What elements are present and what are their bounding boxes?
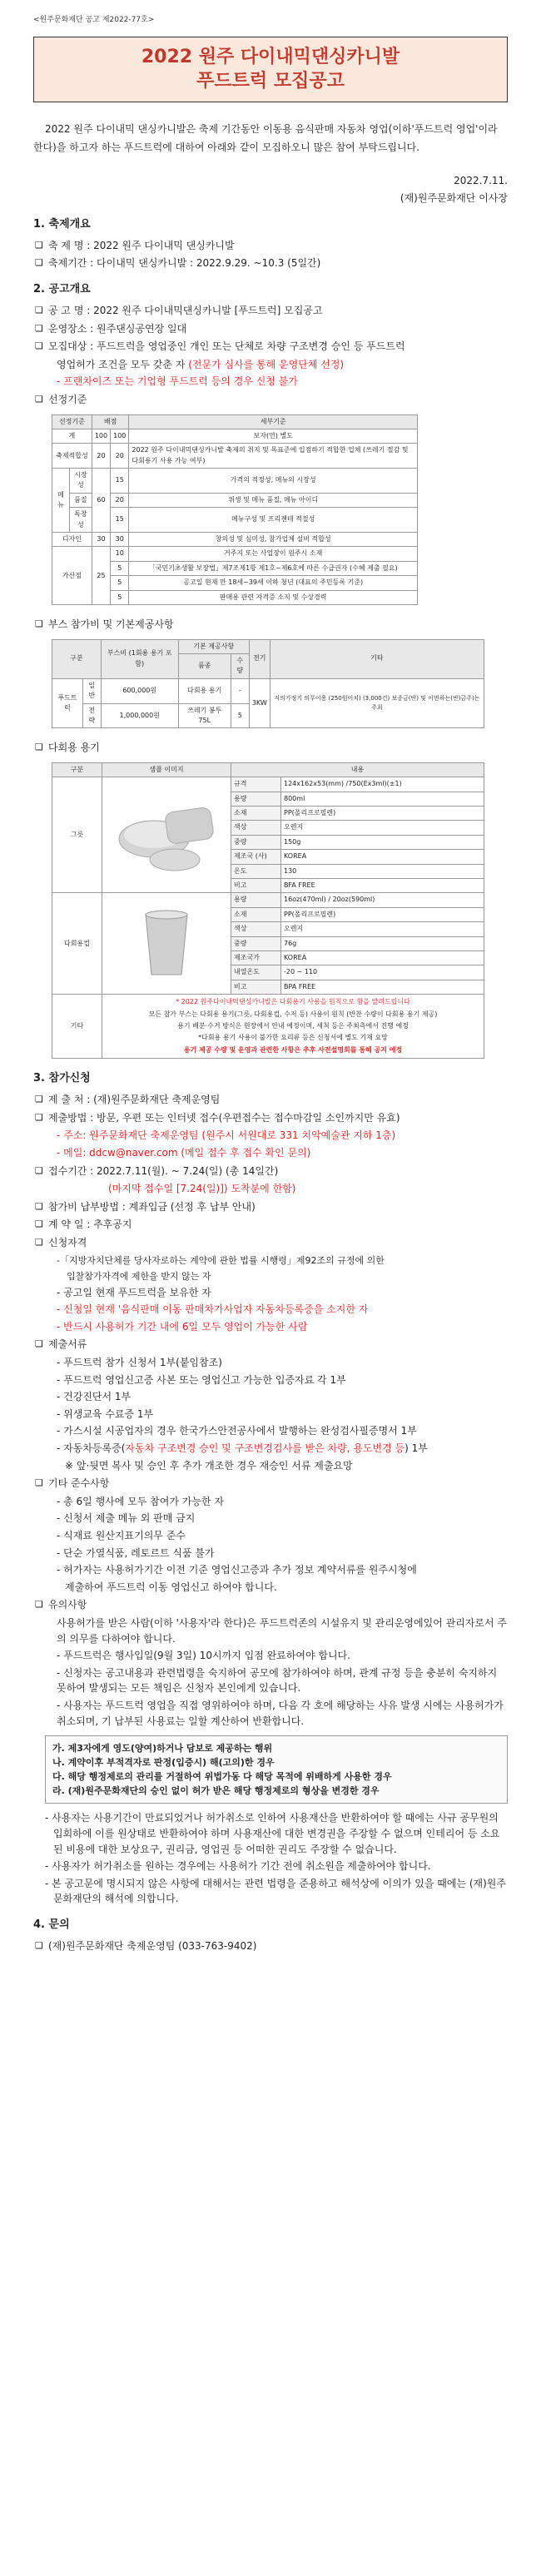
criteria-header: 선정기준 bbox=[52, 414, 92, 429]
festival-name: ❏ 축 제 명 : 2022 원주 다이내믹 댄싱카니발 bbox=[33, 238, 508, 254]
section-2-heading: 2. 공고개요 bbox=[33, 282, 91, 295]
table-row: 5 공고일 현재 만 18세~39세 이하 청년 (대표의 주민등록 기준) bbox=[52, 576, 418, 590]
table-row: 전략 1,000,000원 쓰레기 봉투 75L 5 bbox=[52, 703, 484, 728]
title-line2: 푸드트럭 모집공고 bbox=[196, 70, 345, 92]
section-1-heading: 1. 축제개요 bbox=[33, 217, 91, 231]
venue: ❏ 운영장소 : 원주댄싱공연장 일대 bbox=[33, 321, 508, 337]
period: ❏ 접수기간 : 2022.7.11(월). ~ 7.24(일) (총 14일간) bbox=[33, 1164, 508, 1179]
festival-period: ❏ 축제기간 : 다이내믹 댄싱카니발 : 2022.9.29. ~10.3 (5일간) bbox=[33, 256, 508, 271]
total-label: 계 bbox=[52, 429, 92, 443]
table-row: 축제적합성 20 20 2022 원주 다이내믹댄싱카니발 축제의 취지 및 목표준에 입점하기 적합한 업체 (쓰레기 절감 및 다회용기 사용 가능 여부) bbox=[52, 444, 418, 469]
target-exclusion: - 프랜차이즈 또는 기업형 푸드트럭 등의 경우 신청 불가 bbox=[57, 375, 298, 388]
section-3-heading: 3. 참가신청 bbox=[33, 1072, 91, 1085]
table-row: 메뉴 시장성 60 15 가격의 적정성, 메뉴의 시장성 bbox=[52, 469, 418, 494]
notice-date: 2022.7.11. bbox=[454, 175, 508, 187]
table-row: 품질 20 위생 및 메뉴 품질, 메뉴 아이디 bbox=[52, 493, 418, 507]
cups-table: 구분 샘플 이미지 내용 그릇 규격 124x162x53(mm) /750(Ex3ml)(±1) 용량 800ml 소재 PP(폴리프로필렌) 색상 오렌지 중량 150g 제조국 (사) KOREA 온도 130 비고 BFA FREE 다회용컵 용량 16oz(470ml) / 20oz(590ml) 소재 PP(폴리프로필렌) 색상 오렌지 중량 76g 제조국가 KOREA 내열온도 -20 ~ 110 비고 BPA FREE 기타 * 2022 원주다이내믹댄싱카니발은 다회용기 사용을 원칙으로 함을 알려드립니다 모든 참가 부스는 다회용 용기(그릇, 다회용컵, 수저 등) 사용이 원칙 (반찬 수량이 다회용 용기 제공) 용기 배분·수거 방식은 현장에서 안내 예정이며, 세척 등은 주최측에서 진행 예정 *다회용 용기 사용이 불가한 요리류 등은 신청서에 별도 기재 요망 용기 제공 수량 및 운영과 관련한 사항은 추후 사전설명회를 통해 공지 예정 bbox=[52, 762, 484, 1059]
points-header: 배점 bbox=[92, 414, 129, 429]
fee-table: 구분 부스비 (1회용 용기 포함) 기본 제공사항 전기 기타 품종 수량 푸드트럭 일반 600,000원 다회용 용기 - 3KW 저의가정기 의무이용 (250원어치) (3,000건) 보증금(반) 및 이면하는(반)금주)는 주최 전략 1,000,000원 쓰레기 봉투 75L 5 bbox=[52, 639, 484, 729]
table-row: 5 판매용 관련 자격증 소지 및 수상경력 bbox=[52, 590, 418, 604]
contact: ❏ (재)원주문화재단 축제운영팀 (033-763-9402) bbox=[33, 1938, 508, 1954]
fee-label: ❏ 부스 참가비 및 기본제공사항 bbox=[33, 617, 508, 633]
section-4-heading: 4. 문의 bbox=[33, 1918, 70, 1931]
bowl-image bbox=[102, 777, 231, 893]
target: ❏ 모집대상 : 푸드트럭을 영업중인 개인 또는 단체로 차량 구조변경 승인 등 푸드트럭 bbox=[33, 339, 508, 355]
notice-page: <원주문화재단 공고 제2022-77호> 2022 원주 다이내믹댄싱카니발 푸드트럭 모집공고 2022 원주 다이내믹 댄싱카니발은 축제 기간동안 이동용 음식판매 자동차 영업(이하'푸드트럭 영업'이라 한다)을 하고자 하는 푸드트럭에 대하여 아래와 같이 모집하오니 많은 참여 부탁드립니다. 2022.7.11. (재)원주문화재단 이사장 1. 축제개요 ❏ 축 제 명 : 2022 원주 다이내믹 댄싱카니발 ❏ 축제기간 : 다이내믹 댄싱카니발 : 2022.9.29. ~10.3 (5일간) 2. 공고개요 ❏ 공 고 명 : 2022 원주 다이내믹댄싱카니발 [푸드트럭] 모집공고 ❏ 운영장소 : 원주댄싱공연장 일대 ❏ 모집대상 : 푸드트럭을 영업중인 개인 또는 단체로 차량 구조변경 승인 등 푸드트럭 영업허가 조건을 모두 갖춘 자 (전문가 심사를 통해 운영단체 선정) - 프랜차이즈 또는 기업형 푸드트럭 등의 경우 신청 불가 ❏ 선정기준 선정기준 배점 세부기준 계 100 100 보자(연) 별도 축제적합성 20 20 2022 원주 다이내믹댄싱카니발 축제의 취지 및 목표준에 입점하기 적합한 업체 (쓰레기 절감 및 다회용기 사용 가능 여부) 메뉴 시장성 60 15 가격의 적정성, 메뉴의 시장성 품질 20 위생 및 메뉴 품질, 메뉴 아이디 독창성 15 메뉴구성 및 프리젠테 적절성 디자인 30 30 창의성 및 심미성, 참가업체 설비 적합성 가산점 25 10 거주지 또는 사업장이 원주시 소재 5 「국민기초생활 보장법」제7조제1항 제1호~제6호에 따른 수급권자 (수혜 제출 필요) 5 공고일 현재 만 18세~39세 이하 청년 (대표의 주민등록 기준) 5 판매용 관련 자격증 소지 및 수상경력 ❏ 부스 참가비 및 기본제공사항 구분 부스비 (1회용 용기 포함) 기본 제공사항 전기 기타 품종 수량 푸드트럭 일반 600,000원 다회용 용기 - 3KW 저의가정기 의무이용 (250원어치) (3,000건) 보증금(반) 및 이면하는(반)금주)는 주최 전략 1,000,000원 쓰레기 봉투 75L 5 ❏ 다회용 용기 구분 샘플 이미지 내용 그릇 규격 124x162x53(mm) /750(Ex3ml)(±1) 용량 800ml 소재 PP(폴리프로필렌) 색상 오렌지 중량 150g 제조국 (사) KOREA 온도 130 비고 BFA FREE 다회용컵 용량 16oz(470ml) / 20oz(590ml) 소재 PP(폴리프로필렌) 색상 오렌지 중량 76g 제조국가 KOREA 내열온도 -20 ~ 110 비고 BPA FREE 기타 * 2022 원주다이내믹댄싱카니발은 다회용기 사용을 원칙으로 함을 알려드립니다 모든 참가 부스는 다회용 용기(그릇, 다회용컵, 수저 등) 사용이 원칙 (반찬 수량이 다회용 용기 제공) 용기 배분·수거 방식은 현장에서 안내 예정이며, 세척 등은 주최측에서 진행 예정 *다회용 용기 사용이 불가한 요리류 등은 신청서에 별도 기재 요망 용기 제공 수량 및 운영과 관련한 사항은 추후 사전설명회를 통해 공지 예정 3. 참가신청 ❏ 제 출 처 : (재)원주문화재단 축제운영팀 ❏ 제출방법 : 방문, 우편 또는 인터넷 접수(우편접수는 접수마감일 소인까지만 유효) - 주소: 원주문화재단 축제운영팀 (원주시 서원대로 331 치악예술관 지하 1층) - 메일: ddcw@naver.com (메일 접수 후 접수 확인 문의) ❏ 접수기간 : 2022.7.11(월). ~ 7.24(일) (총 14일간) (마지막 접수일 [7.24(일)]) 도착분에 한함) ❏ 참가비 납부방법 : 계좌입금 (선정 후 납부 안내) ❏ 계 약 일 : 추후공지 ❏ 신청자격 -「지방자치단체를 당사자로하는 계약에 관한 법률 시행령」제92조의 규정에 의한 입찰참가자격에 제한을 받지 않는 자 - 공고일 현재 푸드트럭을 보유한 자 - 신청일 현재 '음식판매 이동 판매차가사업자 자동차등록증을 소지한 자 - 반드시 사용허가 기간 내에 6일 모두 영업이 가능한 사람 ❏ 제출서류 - 푸드트럭 참가 신청서 1부(붙임참조) - 푸드트럭 영업신고증 사본 또는 영업신고 가능한 입증자료 각 1부 - 건강진단서 1부 - 위생교육 수료증 1부 - 가스시설 시공업자의 경우 한국가스안전공사에서 발행하는 완성검사필증명서 1부 - 자동차등록증(자동차 구조변경 승인 및 구조변경검사를 받은 차량, 용도변경 등) 1부 ※ 앞·뒷면 복사 및 승인 후 추가 개조한 경우 재승인 서류 제출요망 ❏ 기타 준수사항 - 총 6일 행사에 모두 참여가 가능한 자 - 신청서 제출 메뉴 외 판매 금지 - 식재료 원산지표기의무 준수 - 단순 가열식품, 레토르트 식품 불가 - 허가자는 사용허가기간 이전 기준 영업신고증과 추가 정보 계약서류를 원주시청에 제출하여 푸드트럭 이동 영업신고 하여야 합니다. ❏ 유의사항 사용허가를 받은 사람(이하 '사용자'라 한다)은 푸드트럭존의 시설유지 및 관리운영에있어 관리자로서 주의 의무를 다하여야 합니다. - 푸드트럭은 행사입일(9월 3일) 10시까지 입점 완료하여야 합니다. - 신청자는 공고내용과 관련법령을 숙지하여 공모에 참가하여야 하며, 관계 규정 등을 충분히 숙지하지 못하여 발생되는 모든 책임은 신청자 본인에게 있습니다. - 사용자는 푸드트럭 영업을 직접 영위하여야 하며, 다음 각 호에 해당하는 사유 발생 시에는 사용허가가 취소되며, 기 납부된 사용료는 일할 계산하여 반환합니다. 가. 제3자에게 영도(양여)하거나 담보로 제공하는 행위 나. 계약이후 부적격자로 판정(입증시) 해(고의)한 경우 다. 해당 행정제로의 관리를 거절하여 위법가동 다 해당 목적에 위배하게 사용한 경우 라. (재)원주문화재단의 승인 없이 허가 받은 해당 행정제로의 형상을 변경한 경우 - 사용자는 사용기간이 만료되었거나 허가취소로 인하여 사용재산을 반환하여야 할 때에는 사규 공무원의 입회하에 이를 원상태로 반환하여야 하며 사용재산에 대한 변경권을 주장할 수 없으며 인테리어 등 소요된 비용에 대한 보상요구, 권리금, 영업권 등 어떠한 권리도 주장할 수 없습니다. - 사용자가 허가취소를 원하는 경우에는 사용허가 기간 전에 취소원을 제출하여야 합니다. - 본 공고문에 명시되지 않은 사항에 대해서는 관련 법령을 준용하고 해석상에 이의가 있을 때에는 (재)원주문화재단의 해석에 의합니다. 4. 문의 ❏ (재)원주문화재단 축제운영팀 (033-763-9402) bbox=[0, 0, 541, 2576]
notice-name: ❏ 공 고 명 : 2022 원주 다이내믹댄싱카니발 [푸드트럭] 모집공고 bbox=[33, 303, 508, 319]
address: - 주소: 원주문화재단 축제운영팀 (원주시 서원대로 331 치악예술관 지하 1층) bbox=[57, 1129, 396, 1142]
intro-text: 2022 원주 다이내믹 댄싱카니발은 축제 기간동안 이동용 음식판매 자동차 영업(이하'푸드트럭 영업'이라 한다)을 하고자 하는 푸드트럭에 대하여 아래와 같이 모집하오니 많은 참여 부탁드립니다. bbox=[33, 123, 498, 153]
table-row: 푸드트럭 일반 600,000원 다회용 용기 - 3KW 저의가정기 의무이용 (250원어치) (3,000건) 보증금(반) 및 이면하는(반)금주)는 주최 bbox=[52, 678, 484, 703]
cup-image bbox=[102, 893, 231, 995]
table-row: 가산점 25 10 거주지 또는 사업장이 원주시 소재 bbox=[52, 547, 418, 561]
cancel-reasons-box: 가. 제3자에게 영도(양여)하거나 담보로 제공하는 행위 나. 계약이후 부적격자로 판정(입증시) 해(고의)한 경우 다. 해당 행정제로의 관리를 거절하여 위법가동 다 해당 목적에 위배하게 사용한 경우 라. (재)원주문화재단의 승인 없이 허가 받은 해당 행정제로의 형상을 변경한 경우 bbox=[45, 1735, 508, 1804]
criteria-label: ❏ 선정기준 bbox=[33, 392, 508, 408]
doc-number: <원주문화재단 공고 제2022-77호> bbox=[33, 16, 155, 24]
email: - 메일: ddcw@naver.com (메일 접수 후 접수 확인 문의) bbox=[57, 1147, 311, 1159]
criteria-table: 선정기준 배점 세부기준 계 100 100 보자(연) 별도 축제적합성 20 20 2022 원주 다이내믹댄싱카니발 축제의 취지 및 목표준에 입점하기 적합한 업체 (쓰레기 절감 및 다회용기 사용 가능 여부) 메뉴 시장성 60 15 가격의 적정성, 메뉴의 시장성 품질 20 위생 및 메뉴 품질, 메뉴 아이디 독창성 15 메뉴구성 및 프리젠테 적절성 디자인 30 30 창의성 및 심미성, 참가업체 설비 적합성 가산점 25 10 거주지 또는 사업장이 원주시 소재 5 「국민기초생활 보장법」제7조제1항 제1호~제6호에 따른 수급권자 (수혜 제출 필요) 5 공고일 현재 만 18세~39세 이하 청년 (대표의 주민등록 기준) 5 판매용 관련 자격증 소지 및 수상경력 bbox=[52, 414, 418, 605]
table-row: 5 「국민기초생활 보장법」제7조제1항 제1호~제6호에 따른 수급권자 (수혜 제출 필요) bbox=[52, 561, 418, 575]
title-box bbox=[33, 37, 508, 102]
table-row: 독창성 15 메뉴구성 및 프리젠테 적절성 bbox=[52, 508, 418, 533]
table-row: 디자인 30 30 창의성 및 심미성, 참가업체 설비 적합성 bbox=[52, 533, 418, 547]
title-line1: 2022 원주 다이내믹댄싱카니발 bbox=[141, 46, 400, 67]
cups-label: ❏ 다회용 용기 bbox=[33, 740, 508, 756]
detail-header: 세부기준 bbox=[129, 414, 418, 429]
notice-org: (재)원주문화재단 이사장 bbox=[400, 191, 508, 204]
target-cont: 영업허가 조건을 모두 갖춘 자 (전문가 심사를 통해 운영단체 선정) bbox=[57, 358, 345, 370]
cups-other-notes: * 2022 원주다이내믹댄싱카니발은 다회용기 사용을 원칙으로 함을 알려드립니다 모든 참가 부스는 다회용 용기(그릇, 다회용컵, 수저 등) 사용이 원칙 (반찬 수량이 다회용 용기 제공) 용기 배분·수거 방식은 현장에서 안내 예정이며, 세척 등은 주최측에서 진행 예정 *다회용 용기 사용이 불가한 요리류 등은 신청서에 별도 기재 요망 용기 제공 수량 및 운영과 관련한 사항은 추후 사전설명회를 통해 공지 예정 bbox=[102, 995, 484, 1059]
